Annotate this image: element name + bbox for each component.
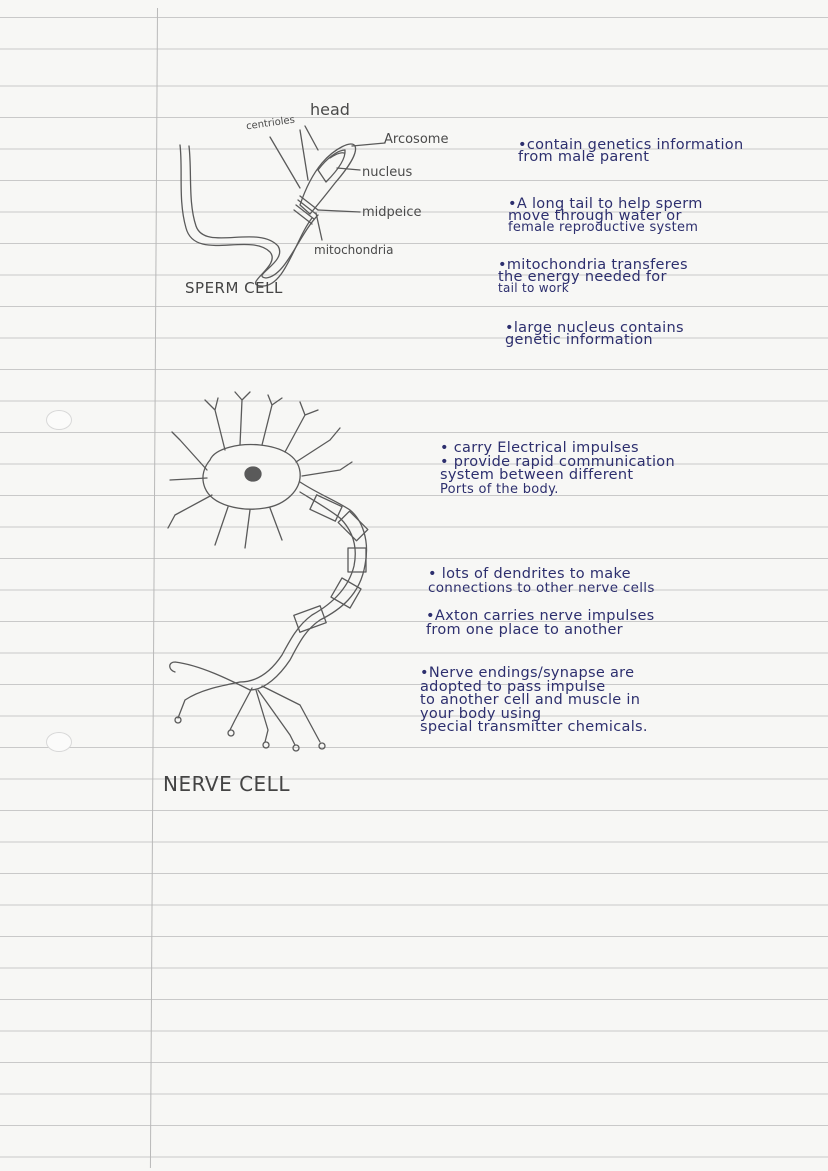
label-acrosome: Arcosome [384, 132, 449, 147]
note-line: the energy needed for [498, 268, 667, 285]
note-line: from one place to another [426, 621, 623, 638]
label-nucleus: nucleus [362, 165, 413, 180]
note-line: •A long tail to help sperm [508, 196, 703, 212]
note-line: • provide rapid communication [440, 453, 675, 470]
sperm-note-4 [505, 320, 684, 348]
note-line: special transmitter chemicals. [420, 719, 648, 735]
note-line: • carry Electrical impulses [440, 440, 639, 456]
note-line: • lots of dendrites to make [428, 566, 631, 582]
note-line: move through water or [508, 207, 682, 224]
sperm-note-1 [518, 137, 744, 165]
note-line: female reproductive system [508, 220, 699, 235]
note-line: from male parent [518, 148, 650, 165]
note-line: •large nucleus contains [505, 320, 684, 336]
label-midpiece: midpeice [362, 205, 422, 220]
sperm-note-3 [498, 257, 688, 295]
sperm-cell-drawing [180, 126, 385, 286]
note-line: to another cell and muscle in [420, 692, 641, 708]
label-mitochondria: mitochondria [314, 243, 394, 257]
note-line: •mitochondria transferes [498, 257, 688, 273]
nerve-note-2 [428, 568, 655, 595]
sperm-cell-title: SPERM CELL [185, 279, 283, 297]
note-line: •contain genetics information [518, 137, 744, 153]
nerve-note-3 [426, 610, 655, 637]
note-line: adopted to pass impulse [420, 678, 606, 695]
note-line: Ports of the body. [440, 481, 559, 497]
nerve-note-1 [440, 442, 675, 496]
note-line: •Axton carries nerve impulses [426, 608, 655, 624]
note-line: tail to work [498, 281, 570, 295]
note-line: connections to other nerve cells [428, 579, 655, 596]
label-centrioles: centrioles [245, 114, 296, 133]
label-head: head [310, 100, 350, 119]
nerve-note-4 [420, 667, 648, 735]
note-line: genetic information [505, 331, 653, 348]
nerve-cell-title: NERVE CELL [163, 772, 290, 796]
note-line: •Nerve endings/synapse are [420, 665, 635, 681]
note-line: your body using [420, 705, 542, 722]
note-line: system between different [440, 467, 634, 483]
sperm-note-2 [508, 196, 703, 235]
nerve-cell-drawing [168, 392, 368, 751]
